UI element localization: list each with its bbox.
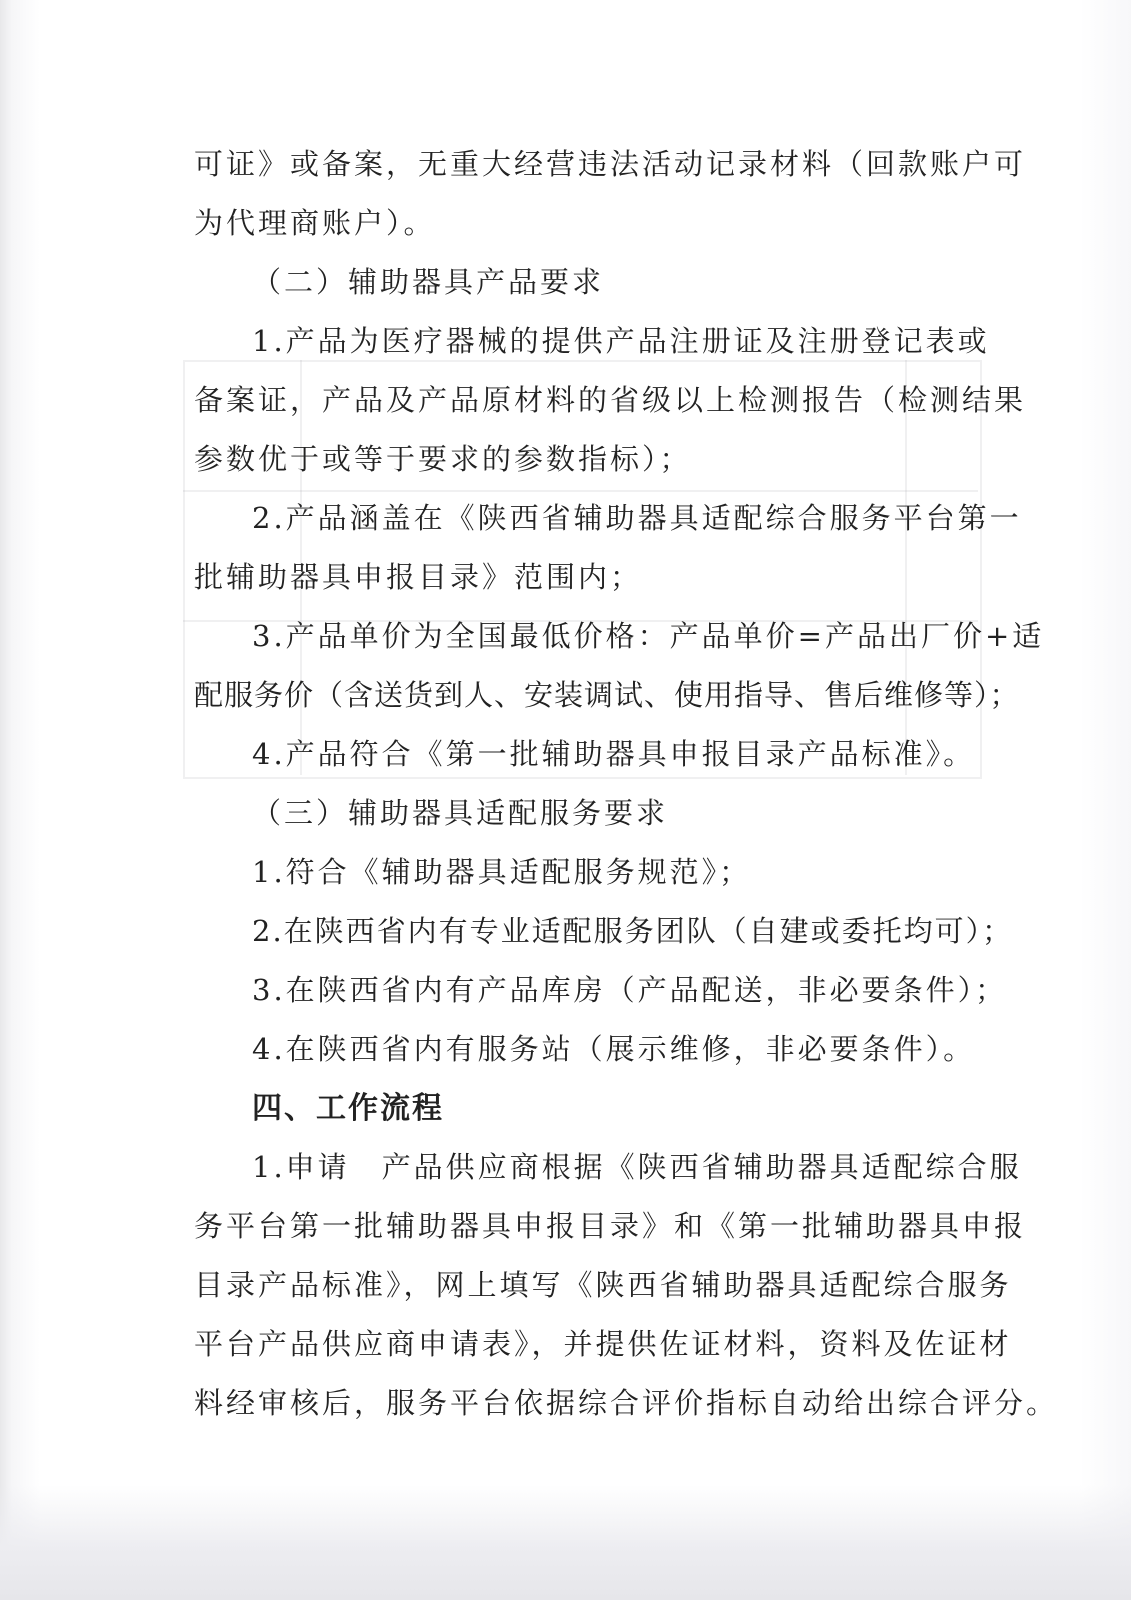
section-heading: 四、工作流程 (252, 1091, 444, 1126)
text-line: 备案证，产品及产品原材料的省级以上检测报告（检测结果 (194, 383, 1027, 417)
subsection-heading: （二）辅助器具产品要求 (252, 265, 605, 299)
text-line: 平台产品供应商申请表》，并提供佐证材料，资料及佐证材 (194, 1327, 1012, 1361)
text-line: 4.在陕西省内有服务站（展示维修，非必要条件）。 (252, 1032, 976, 1066)
text-line: 2.在陕西省内有专业适配服务团队（自建或委托均可）； (252, 914, 1014, 948)
text-line: 可证》或备案，无重大经营违法活动记录材料（回款账户可 (194, 147, 1027, 181)
text-line: 参数优于或等于要求的参数指标）； (194, 442, 692, 476)
text-line: 1.符合《辅助器具适配服务规范》； (252, 855, 752, 889)
text-line: 2.产品涵盖在《陕西省辅助器具适配综合服务平台第一 (252, 501, 1022, 535)
text-line: 为代理商账户）。 (194, 206, 436, 240)
text-line: 目录产品标准》，网上填写《陕西省辅助器具适配综合服务 (194, 1268, 1012, 1302)
document-body (194, 135, 1059, 1433)
scan-shadow (0, 1485, 1131, 1600)
text-line: 4.产品符合《第一批辅助器具申报目录产品标准》。 (252, 737, 976, 771)
text-line: 1.产品为医疗器械的提供产品注册证及注册登记表或 (252, 324, 990, 358)
text-line: 料经审核后，服务平台依据综合评价指标自动给出综合评分。 (194, 1386, 1059, 1420)
text-line: 批辅助器具申报目录》范围内； (194, 560, 643, 594)
subsection-heading: （三）辅助器具适配服务要求 (252, 796, 669, 830)
text-line: 3.在陕西省内有产品库房（产品配送，非必要条件）； (252, 973, 1008, 1007)
text-line: 1.申请 产品供应商根据《陕西省辅助器具适配综合服 (252, 1150, 1022, 1184)
text-line: 配服务价（含送货到人、安装调试、使用指导、售后维修等）； (194, 678, 1020, 712)
text-line: 务平台第一批辅助器具申报目录》和《第一批辅助器具申报 (194, 1209, 1027, 1243)
text-line: 3.产品单价为全国最低价格：产品单价=产品出厂价+适 (252, 619, 1045, 653)
